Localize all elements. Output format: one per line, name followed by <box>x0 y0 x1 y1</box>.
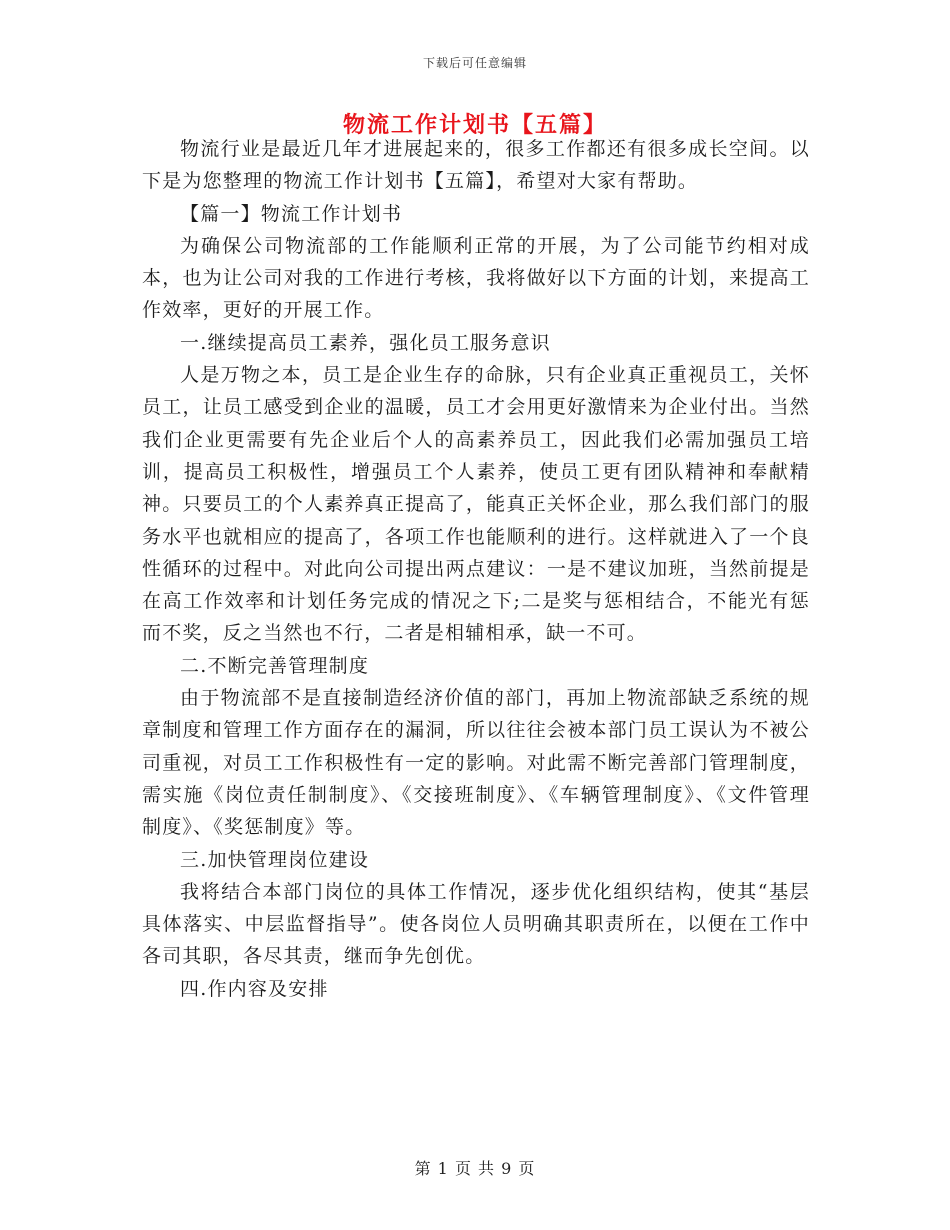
subheading-one: 一.继续提高员工素养，强化员工服务意识 <box>180 331 551 354</box>
body-paragraph: 为确保公司物流部的工作能顺利正常的开展，为了公司能节约相对成本，也为让公司对我的工作进行考核，我将做好以下方面的计划，来提高工作效率，更好的开展工作。 <box>142 234 810 322</box>
body-paragraph: 人是万物之本，员工是企业生存的命脉，只有企业真正重视员工，关怀员工，让员工感受到企业的温暖，员工才会用更好激情来为企业付出。当然我们企业更需要有先企业后个人的高素养员工，因此我们必需加强员工培训，提高员工积极性，增强员工个人素养，使员工更有团队精神和奉献精神。只要员工的个人素养真正提高了，能真正关怀企业，那么我们部门的服务水平也就相应的提高了，各项工作也能顺利的进行。这样就进入了一个良性循环的过程中。对此向公司提出两点建议：一是不建议加班，当然前提是在高工作效率和计划任务完成的情况之下;二是奖与惩相结合，不能光有惩而不奖，反之当然也不行，二者是相辅相承，缺一不可。 <box>142 364 810 645</box>
document-title: 物流工作计划书【五篇】 <box>342 112 607 138</box>
subheading-two: 二.不断完善管理制度 <box>180 654 370 677</box>
page-footer: 第 1 页 共 9 页 <box>414 1159 536 1178</box>
intro-paragraph: 物流行业是最近几年才进展起来的，很多工作都还有很多成长空间。以下是为您整理的物流工作计划书【五篇】，希望对大家有帮助。 <box>142 138 810 193</box>
document-body <box>142 133 810 1005</box>
section-heading-part-one: 【篇一】物流工作计划书 <box>180 202 403 225</box>
subheading-four: 四.作内容及安排 <box>180 977 329 1000</box>
subheading-three: 三.加快管理岗位建设 <box>180 848 370 871</box>
body-paragraph: 由于物流部不是直接制造经济价值的部门，再加上物流部缺乏系统的规章制度和管理工作方面存在的漏洞，所以往往会被本部门员工误认为不被公司重视，对员工工作积极性有一定的影响。对此需不断完善部门管理制度，需实施《岗位责任制制度》、《交接班制度》、《车辆管理制度》、《文件管理制度》、《奖惩制度》等。 <box>142 687 810 839</box>
page-header: 下载后可任意编辑 <box>422 56 527 70</box>
body-paragraph: 我将结合本部门岗位的具体工作情况，逐步优化组织结构，使其“基层具体落实、中层监督指导”。使各岗位人员明确其职责所在，以便在工作中各司其职，各尽其责，继而争先创优。 <box>142 880 810 968</box>
